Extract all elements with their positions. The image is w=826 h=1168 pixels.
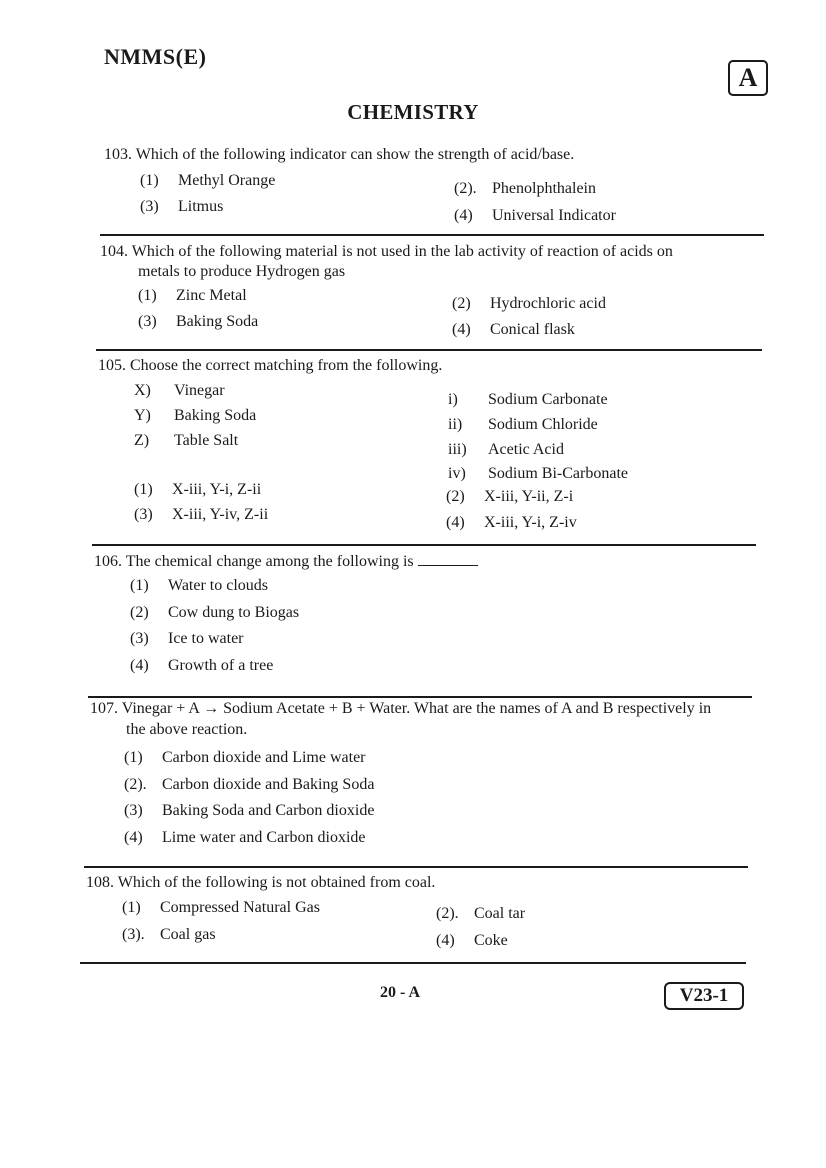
question-108 bbox=[86, 874, 435, 892]
match-left-y: Y) Baking Soda bbox=[134, 407, 257, 424]
question-number: 105. bbox=[98, 357, 126, 374]
exam-code: NMMS(E) bbox=[104, 44, 207, 69]
option-105-4: (4) X-iii, Y-i, Z-iv bbox=[446, 514, 577, 531]
option-106-3: (3) Ice to water bbox=[130, 630, 244, 647]
divider bbox=[96, 349, 762, 351]
section-title: CHEMISTRY bbox=[347, 100, 479, 124]
option-105-3: (3) X-iii, Y-iv, Z-ii bbox=[134, 506, 269, 523]
question-text: Which of the following indicator can show the strength of acid/base. bbox=[135, 146, 575, 163]
option-107-4: (4) Lime water and Carbon dioxide bbox=[124, 829, 366, 846]
option-107-2: (2). Carbon dioxide and Baking Soda bbox=[124, 776, 375, 793]
option-104-1: (1) Zinc Metal bbox=[138, 287, 247, 304]
match-left-z: Z) Table Salt bbox=[134, 432, 239, 449]
question-107 bbox=[90, 700, 711, 718]
option-103-3: (3) Litmus bbox=[140, 198, 224, 215]
option-107-3: (3) Baking Soda and Carbon dioxide bbox=[124, 802, 375, 819]
option-108-4: (4) Coke bbox=[436, 932, 508, 949]
question-text: Vinegar + A → Sodium Acetate + B + Water. What are the names of A and B respectively in bbox=[121, 700, 712, 717]
question-number: 107. bbox=[90, 700, 118, 717]
match-left-x: X) Vinegar bbox=[134, 382, 225, 399]
option-105-2: (2) X-iii, Y-ii, Z-i bbox=[446, 488, 574, 505]
option-105-1: (1) X-iii, Y-i, Z-ii bbox=[134, 481, 262, 498]
question-text: Choose the correct matching from the following. bbox=[130, 357, 443, 374]
question-number: 108. bbox=[86, 874, 114, 891]
divider bbox=[88, 696, 752, 698]
divider bbox=[84, 866, 748, 868]
option-104-2: (2) Hydrochloric acid bbox=[452, 295, 606, 312]
question-104 bbox=[100, 243, 673, 261]
match-right-i: i) Sodium Carbonate bbox=[448, 391, 608, 408]
question-104-text-line2: metals to produce Hydrogen gas bbox=[138, 263, 346, 280]
option-106-1: (1) Water to clouds bbox=[130, 577, 269, 594]
match-right-iii: iii) Acetic Acid bbox=[448, 441, 564, 458]
answer-blank bbox=[418, 553, 478, 566]
question-text: Which of the following material is not used in the lab activity of reaction of acids on bbox=[131, 243, 673, 260]
option-104-3: (3) Baking Soda bbox=[138, 313, 259, 330]
option-108-2: (2). Coal tar bbox=[436, 905, 526, 922]
option-106-4: (4) Growth of a tree bbox=[130, 657, 274, 674]
match-right-ii: ii) Sodium Chloride bbox=[448, 416, 598, 433]
divider bbox=[100, 234, 764, 236]
question-text: Which of the following is not obtained from coal. bbox=[117, 874, 436, 891]
option-106-2: (2) Cow dung to Biogas bbox=[130, 604, 300, 621]
question-107-text-line2: the above reaction. bbox=[126, 721, 248, 738]
option-103-2: (2). Phenolphthalein bbox=[454, 180, 596, 197]
page-number: 20 - A bbox=[380, 984, 420, 1001]
option-103-4: (4) Universal Indicator bbox=[454, 207, 616, 224]
question-number: 103. bbox=[104, 146, 132, 163]
divider bbox=[92, 544, 756, 546]
option-108-3: (3). Coal gas bbox=[122, 926, 216, 943]
option-104-4: (4) Conical flask bbox=[452, 321, 575, 338]
divider bbox=[80, 962, 746, 964]
question-105 bbox=[98, 357, 442, 375]
question-number: 106. bbox=[94, 553, 122, 570]
question-number: 104. bbox=[100, 243, 128, 260]
question-106 bbox=[94, 553, 478, 571]
match-right-iv: iv) Sodium Bi-Carbonate bbox=[448, 465, 628, 482]
question-103 bbox=[104, 146, 574, 164]
booklet-series-badge: A bbox=[728, 60, 768, 96]
option-103-1: (1) Methyl Orange bbox=[140, 172, 276, 189]
version-code-badge: V23-1 bbox=[664, 982, 744, 1010]
question-text: The chemical change among the following is bbox=[125, 553, 414, 570]
option-107-1: (1) Carbon dioxide and Lime water bbox=[124, 749, 366, 766]
option-108-1: (1) Compressed Natural Gas bbox=[122, 899, 320, 916]
